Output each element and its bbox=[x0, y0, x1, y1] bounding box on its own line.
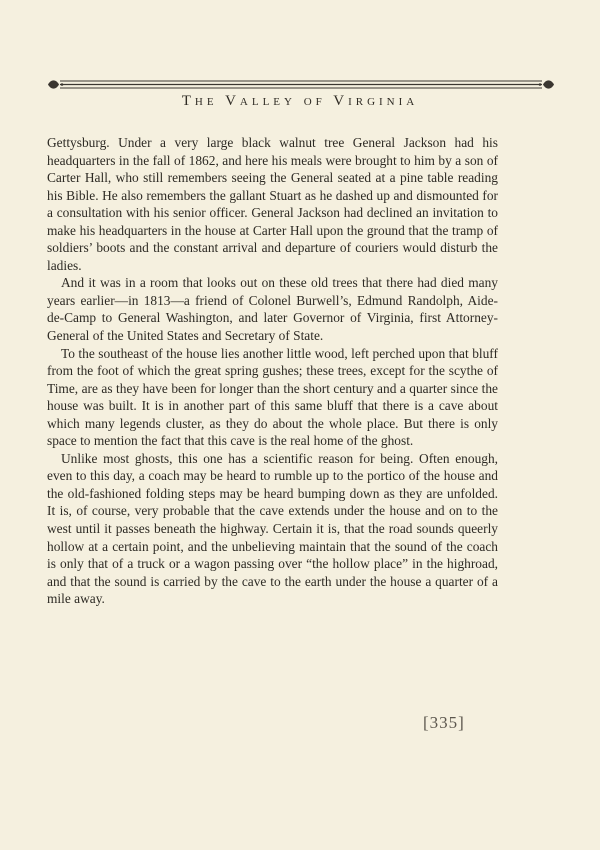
running-head: The Valley of Virginia bbox=[181, 93, 419, 109]
paragraph: And it was in a room that looks out on these old trees that there had died many years earlier—in 1813—a friend of Colonel Burwell’s, Edmund Randolph, Aide-de-Camp to General Washington, and later Governor of Virginia, first Attorney-General of the United States and Secretary of State. bbox=[47, 275, 498, 344]
body-text bbox=[47, 134, 498, 608]
paragraph: Gettysburg. Under a very large black walnut tree General Jackson had his headquarters in the fall of 1862, and here his meals were brought to him by a son of Carter Hall, who still remembers seeing the General seated at a pine table reading his Bible. He also remembers the gallant Stuart as he dashed up and dismounted for a consultation with his senior officer. General Jackson had declined an invitation to make his headquarters in the house at Carter Hall upon the ground that the tramp of soldiers’ boots and the constant arrival and departure of couriers would disturb the ladies. bbox=[47, 135, 498, 273]
page-number: [335] bbox=[423, 713, 465, 732]
header-ornamental-rule bbox=[48, 78, 554, 90]
paragraph: Unlike most ghosts, this one has a scientific reason for being. Often enough, even to this day, a coach may be heard to rumble up to the portico of the house and the old-fashioned folding steps may be heard bumping down as they are unfolded. It is, of course, very probable that the cave extends under the house and on to the west until it passes beneath the highway. Certain it is, that the road sounds queerly hollow at a certain point, and the unbelieving maintain that the sound of the coach is only that of a truck or a wagon passing over “the hollow place” in the highroad, and that the sound is carried by the cave to the earth under the house a quarter of a mile away. bbox=[47, 450, 498, 607]
paragraph: To the southeast of the house lies another little wood, left perched upon that bluff from the foot of which the great spring gushes; these trees, except for the scythe of Time, are as they have been for longer than the short century and a quarter since the house was built. It is in another part of this same bluff that there is a cave about which many legends cluster, as they do about the whole place. But there is only space to mention the fact that this cave is the real home of the ghost. bbox=[47, 345, 498, 449]
